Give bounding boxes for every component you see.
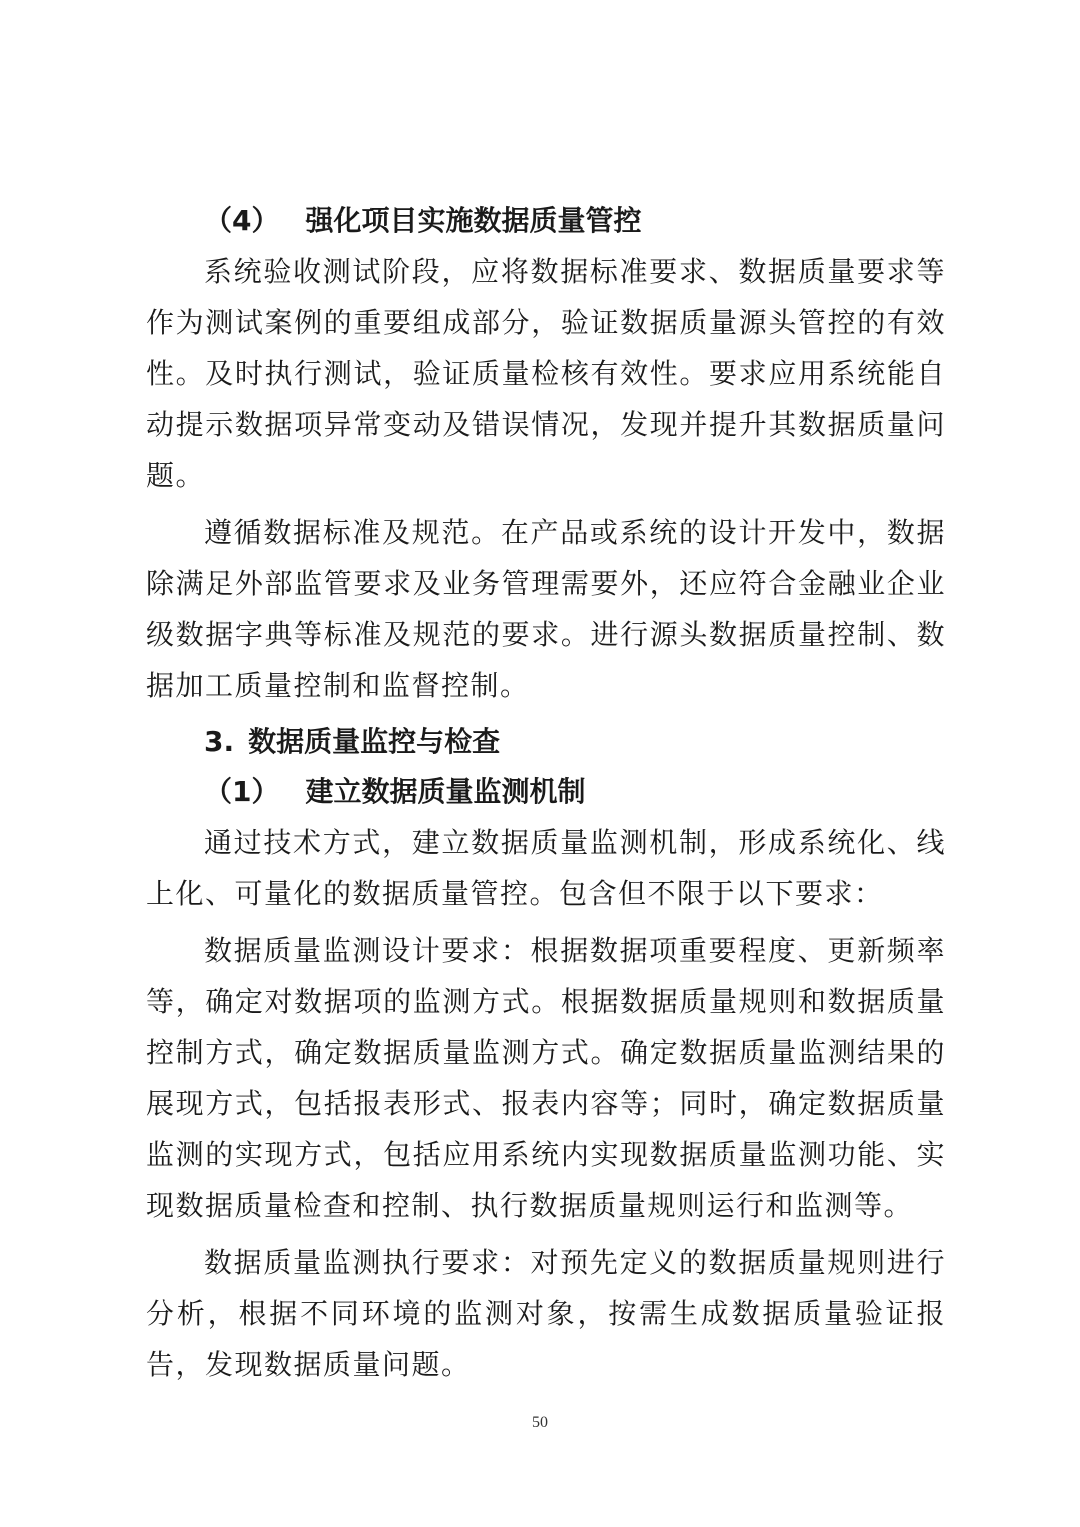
page-number: 50 [532, 1414, 548, 1431]
paragraph-acceptance-testing: 系统验收测试阶段，应将数据标准要求、数据质量要求等作为测试案例的重要组成部分，验证数据质量源头管控的有效性。及时执行测试，验证质量检核有效性。要求应用系统能自动提示数据项异常变动及错误情况，发现并提升其数据质量问题。 [146, 255, 946, 492]
section-heading-4-title: 强化项目实施数据质量管控 [305, 204, 642, 237]
section-heading-1-number: （1） [204, 775, 280, 808]
section-heading-4 [146, 196, 946, 246]
paragraph-monitoring-design: 数据质量监测设计要求：根据数据项重要程度、更新频率等，确定对数据项的监测方式。根据数据质量规则和数据质量控制方式，确定数据质量监测方式。确定数据质量监测结果的展现方式，包括报表形式、报表内容等；同时，确定数据质量监测的实现方式，包括应用系统内实现数据质量监测功能、实现数据质量检查和控制、执行数据质量规则运行和监测等。 [146, 934, 946, 1222]
paragraph-monitoring-mechanism: 通过技术方式，建立数据质量监测机制，形成系统化、线上化、可量化的数据质量管控。包含但不限于以下要求： [146, 826, 946, 910]
section-heading-1 [146, 767, 946, 817]
section-heading-4-number: （4） [204, 204, 280, 237]
section-heading-1-title: 建立数据质量监测机制 [305, 775, 586, 808]
section-heading-3-title: 数据质量监控与检查 [248, 725, 501, 758]
paragraph-monitoring-execution: 数据质量监测执行要求：对预先定义的数据质量规则进行分析，根据不同环境的监测对象，按需生成数据质量验证报告，发现数据质量问题。 [146, 1246, 946, 1381]
section-heading-3 [146, 717, 946, 767]
section-heading-3-number: 3. [204, 725, 235, 758]
page-content [146, 196, 946, 1396]
paragraph-data-standards: 遵循数据标准及规范。在产品或系统的设计开发中，数据除满足外部监管要求及业务管理需要外，还应符合金融业企业级数据字典等标准及规范的要求。进行源头数据质量控制、数据加工质量控制和监督控制。 [146, 516, 946, 702]
